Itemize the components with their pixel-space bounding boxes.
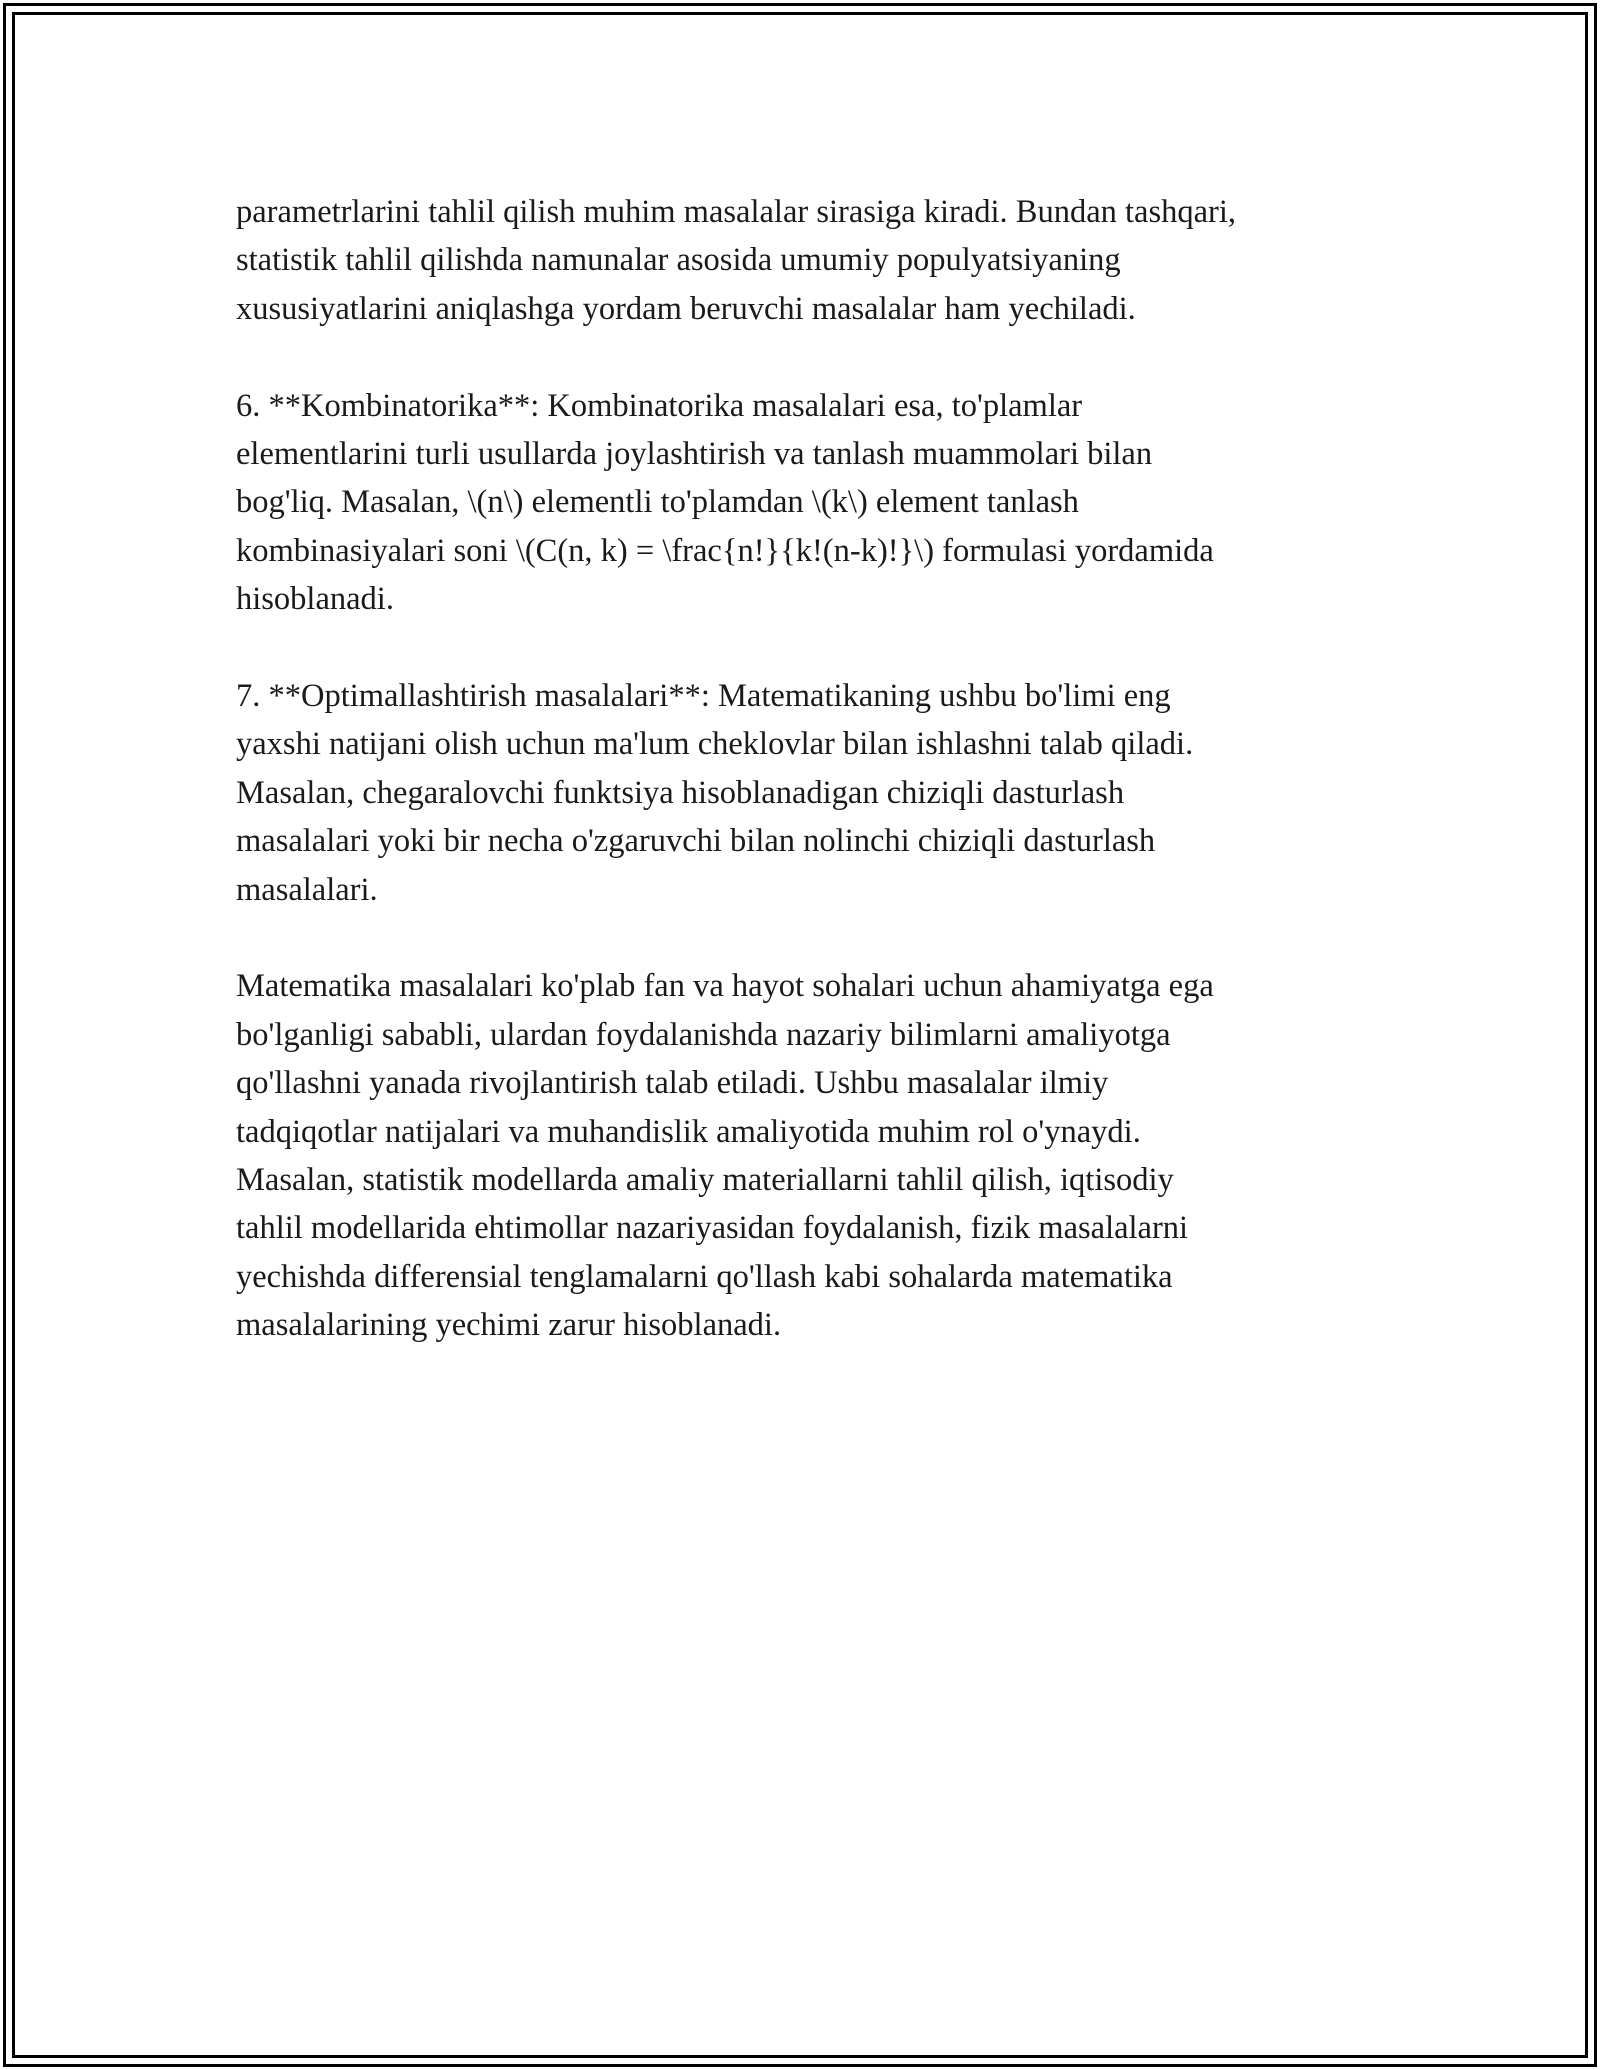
text-line: statistik tahlil qilishda namunalar asosida umumiy populyatsiyaning	[236, 242, 1121, 279]
paragraph-statistics-continuation	[236, 188, 1376, 333]
text-line: yechishda differensial tenglamalarni qo'llash kabi sohalarda matematika	[236, 1258, 1173, 1295]
text-line: Matematika masalalari ko'plab fan va hayot sohalari uchun ahamiyatga ega	[236, 968, 1214, 1005]
paragraph-conclusion	[236, 962, 1376, 1349]
paragraph-combinatorics	[236, 382, 1376, 624]
text-line: yaxshi natijani olish uchun ma'lum cheklovlar bilan ishlashni talab qiladi.	[236, 726, 1194, 763]
text-line: kombinasiyalari soni \(C(n, k) = \frac{n!}{k!(n-k)!}\) formulasi yordamida	[236, 532, 1214, 569]
paragraph-optimization	[236, 672, 1376, 914]
text-line: xususiyatlarini aniqlashga yordam beruvchi masalalar ham yechiladi.	[236, 290, 1136, 327]
text-line: tadqiqotlar natijalari va muhandislik amaliyotida muhim rol o'ynaydi.	[236, 1113, 1141, 1150]
text-line: bog'liq. Masalan, \(n\) elementli to'plamdan \(k\) element tanlash	[236, 484, 1079, 521]
text-line: masalalari.	[236, 871, 378, 908]
text-line: parametrlarini tahlil qilish muhim masalalar sirasiga kiradi. Bundan tashqari,	[236, 194, 1237, 230]
text-line: Masalan, chegaralovchi funktsiya hisoblanadigan chiziqli dasturlash	[236, 774, 1125, 811]
text-line: qo'llashni yanada rivojlantirish talab etiladi. Ushbu masalalar ilmiy	[236, 1065, 1109, 1102]
document-body	[236, 188, 1376, 1398]
text-line: hisoblanadi.	[236, 581, 394, 618]
text-line: Masalan, statistik modellarda amaliy materiallarni tahlil qilish, iqtisodiy	[236, 1162, 1174, 1199]
text-line: masalalarining yechimi zarur hisoblanadi.	[236, 1307, 782, 1344]
text-line: 6. **Kombinatorika**: Kombinatorika masalalari esa, to'plamlar	[236, 387, 1083, 424]
text-line: elementlarini turli usullarda joylashtirish va tanlash muammolari bilan	[236, 436, 1153, 473]
text-line: masalalari yoki bir necha o'zgaruvchi bilan nolinchi chiziqli dasturlash	[236, 823, 1156, 860]
text-line: bo'lganligi sababli, ulardan foydalanishda nazariy bilimlarni amaliyotga	[236, 1016, 1171, 1053]
text-line: 7. **Optimallashtirish masalalari**: Matematikaning ushbu bo'limi eng	[236, 678, 1171, 715]
text-line: tahlil modellarida ehtimollar nazariyasidan foydalanish, fizik masalalarni	[236, 1210, 1189, 1247]
